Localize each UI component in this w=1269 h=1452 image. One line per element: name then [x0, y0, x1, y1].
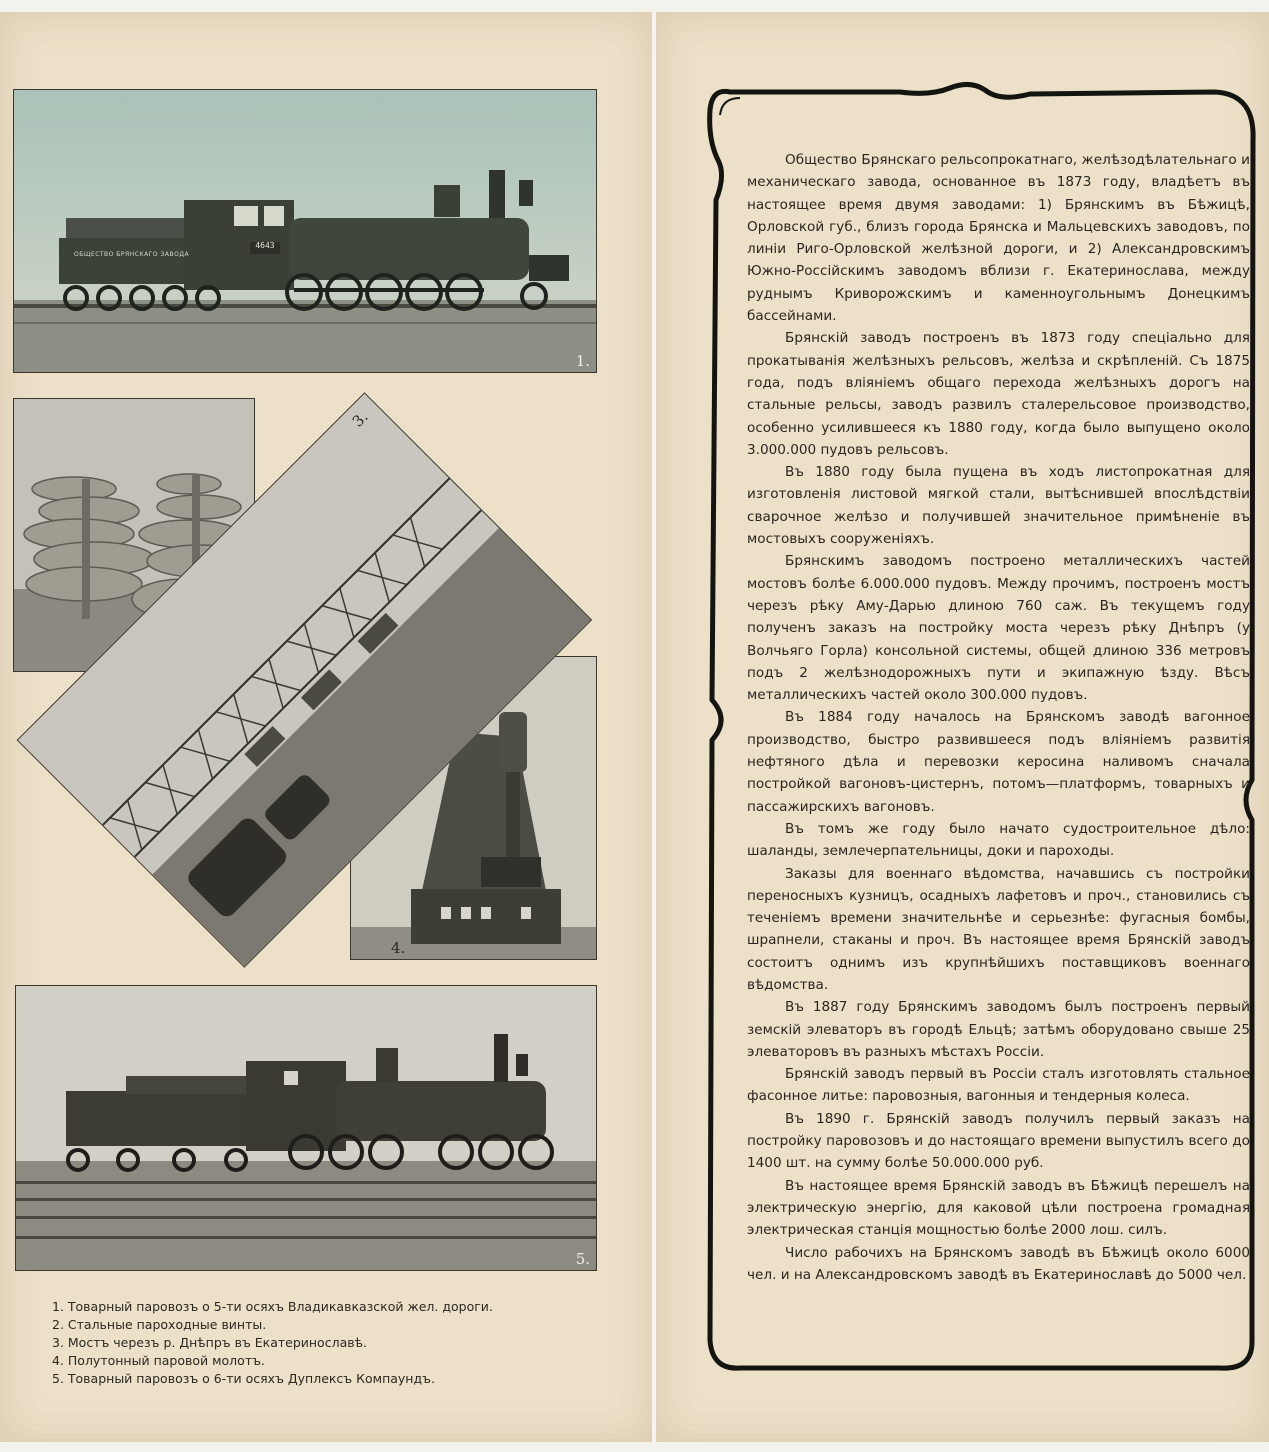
history-text — [747, 149, 1250, 1286]
photo-number-5: 5. — [575, 1250, 590, 1268]
photo-number-4: 4. — [391, 939, 406, 957]
caption-5: 5. Товарный паровозъ о 6-ти осяхъ Дуплексъ Компаундъ. — [52, 1371, 435, 1386]
paragraph-5: Въ 1884 году началось на Брянскомъ заводѣ вагонное производство, быстро развившееся подъ вліяніемъ развитія нефтяного дѣла и перевозки керосина наливомъ сначала постройкой вагоновъ-цистернъ, потомъ—платформъ, товарныхъ и пассажирскихъ вагоновъ. — [747, 709, 1250, 815]
caption-2: 2. Стальные пароходные винты. — [52, 1317, 267, 1332]
paragraph-1: Общество Брянскаго рельсопрокатнаго, желѣзодѣлательнаго и механическаго завода, основанное въ 1873 году, владѣетъ въ настоящее время двумя заводами: 1) Брянскимъ въ Бѣжицѣ, Орловской губ., близъ города Брянска и Мальцевскихъ заводовъ, по линіи Риго-Орловской желѣзной дороги, и 2) Александровскимъ Южно-Россійскимъ заводомъ вблизи г. Екатеринослава, между руднымъ Криворожскимъ и каменноугольнымъ Донецкимъ бассейнами. — [747, 152, 1250, 325]
paragraph-11: Въ настоящее время Брянскій заводъ въ Бѣжицѣ перешелъ на электрическую энергію, для каковой цѣли построена громадная электрическая станція мощностью болѣе 2000 лош. силъ. — [747, 1177, 1250, 1239]
paragraph-7: Заказы для военнаго вѣдомства, начавшись съ постройки переносныхъ кузницъ, осадныхъ лафетовъ и проч., становились съ теченіемъ времени значительнѣе и серьезнѣе: фугасныя бомбы, шрапнели, стаканы и проч. Въ настоящее время Брянскій заводъ состоитъ однимъ изъ крупнѣйшихъ поставщиковъ военнаго вѣдомства. — [747, 865, 1250, 993]
paragraph-3: Въ 1880 году была пущена въ ходъ листопрокатная для изготовленія листовой мягкой стали, вытѣснившей впослѣдствіи сварочное желѣзо и получившей значительное примѣненіе въ мостовыхъ сооруженіяхъ. — [747, 464, 1250, 548]
photo-captions — [52, 1298, 612, 1388]
photo-number-3: 3. — [348, 407, 372, 431]
engine-plate: ОБЩЕСТВО БРЯНСКАГО ЗАВОДА — [74, 251, 190, 258]
paragraph-4: Брянскимъ заводомъ построено металлическихъ частей мостовъ болѣе 6.000.000 пудовъ. Между прочимъ, построенъ мостъ черезъ рѣку Аму-Дарью длиною 760 саж. Въ текущемъ году полученъ заказъ на постройку моста черезъ рѣку Днѣпръ (у Волчьяго Горла) консольной системы, общей длиною 336 метровъ подъ 2 желѣзнодорожныхъ пути и экипажную ѣзду. Вѣсъ металлическихъ частей около 300.000 пудовъ. — [747, 553, 1250, 704]
caption-3: 3. Мостъ черезъ р. Днѣпръ въ Екатеринославѣ. — [52, 1335, 367, 1350]
engine-number: 4643 — [255, 241, 275, 250]
photo-number-1: 1. — [575, 352, 590, 370]
paragraph-8: Въ 1887 году Брянскимъ заводомъ былъ построенъ первый земскій элеваторъ въ городѣ Ельцѣ; затѣмъ оборудовано свыше 25 элеваторовъ въ разныхъ мѣстахъ Россіи. — [747, 999, 1250, 1060]
paragraph-10: Въ 1890 г. Брянскій заводъ получилъ первый заказъ на постройку паровозовъ и до настоящаго времени выпустилъ всего до 1400 шт. на сумму болѣе 50.000.000 руб. — [747, 1110, 1250, 1172]
paragraph-9: Брянскій заводъ первый въ Россіи сталъ изготовлять стальное фасонное литье: паровозныя, вагонныя и тендерныя колеса. — [747, 1066, 1250, 1105]
paragraph-6: Въ томъ же году было начато судостроительное дѣло: шаланды, землечерпательницы, доки и пароходы. — [747, 820, 1250, 860]
photo-locomotive-5-axle — [13, 89, 597, 373]
paragraph-12: Число рабочихъ на Брянскомъ заводѣ въ Бѣжицѣ около 6000 чел. и на Александровскомъ заводѣ въ Екатеринославѣ до 5000 чел. — [747, 1244, 1250, 1283]
caption-4: 4. Полутонный паровой молотъ. — [52, 1353, 265, 1368]
photo-locomotive-6-axle — [15, 985, 597, 1271]
paragraph-2: Брянскій заводъ построенъ въ 1873 году спеціально для прокатыванія желѣзныхъ рельсовъ, желѣза и скрѣпленій. Съ 1875 года, подъ вліяніемъ общаго перехода желѣзныхъ дорогъ на стальные рельсы, заводъ развилъ сталерельсовое производство, особенно усилившееся къ 1880 году, когда было выпущено около 3.000.000 пудовъ рельсовъ. — [747, 330, 1250, 458]
caption-1: 1. Товарный паровозъ о 5-ти осяхъ Владикавказской жел. дороги. — [52, 1299, 493, 1314]
